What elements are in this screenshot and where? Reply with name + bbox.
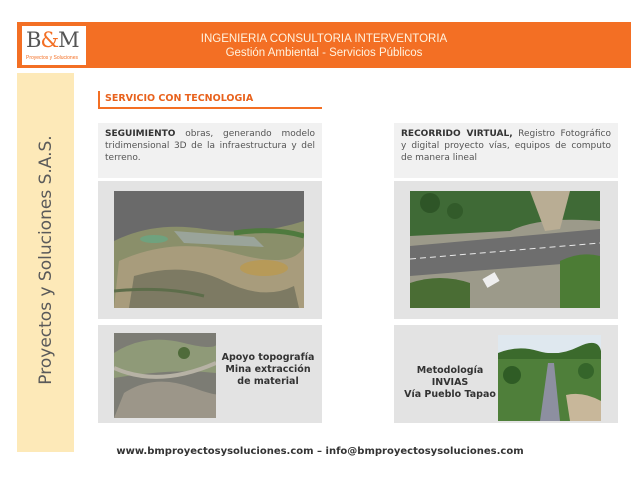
left-description (105, 128, 315, 164)
header-subtitle: Gestión Ambiental - Servicios Públicos (225, 47, 423, 59)
section-underline (98, 107, 322, 109)
logo-b: B (26, 28, 41, 52)
right-caption-line-3: Vía Pueblo Tapao (404, 389, 496, 400)
right-caption-line-1: Metodología (416, 365, 484, 376)
left-caption-line-3: de material (237, 376, 299, 387)
right-caption-line-2: INVIAS (431, 377, 469, 388)
right-description (401, 128, 611, 164)
footer-contact: www.bmproyectosysoluciones.com – info@bmproyectosysoluciones.com (116, 446, 524, 457)
left-heading: SEGUIMIENTO (105, 129, 176, 139)
mine-3d-model-image (114, 191, 304, 308)
right-text: Registro Fotográfico y digital proyecto vías, equipos de computo de manera lineal (401, 129, 611, 163)
aerial-road-image (410, 191, 600, 308)
header-title: INGENIERIA CONSULTORIA INTERVENTORIA (200, 33, 448, 45)
company-logo (21, 25, 87, 66)
left-caption-line-1: Apoyo topografía (221, 352, 315, 363)
section-accent-tick (98, 91, 100, 107)
left-caption-line-2: Mina extracción (225, 364, 311, 375)
left-caption (218, 352, 318, 388)
right-heading: RECORRIDO VIRTUAL, (401, 129, 513, 139)
right-caption (400, 365, 500, 401)
logo-tagline: Proyectos y Soluciones (26, 55, 78, 61)
section-title: SERVICIO CON TECNOLOGIA (105, 93, 254, 104)
logo-amp: & (40, 28, 59, 52)
mine-topography-photo (114, 333, 216, 418)
left-text: obras, generando modelo tridimensional 3D de la infraestructura y del terreno. (105, 129, 315, 163)
sidebar-company-name: Proyectos y Soluciones S.A.S. (36, 135, 56, 385)
pueblo-tapao-road-photo (498, 335, 601, 421)
header-bar (17, 22, 631, 68)
logo-m: M (58, 28, 79, 52)
